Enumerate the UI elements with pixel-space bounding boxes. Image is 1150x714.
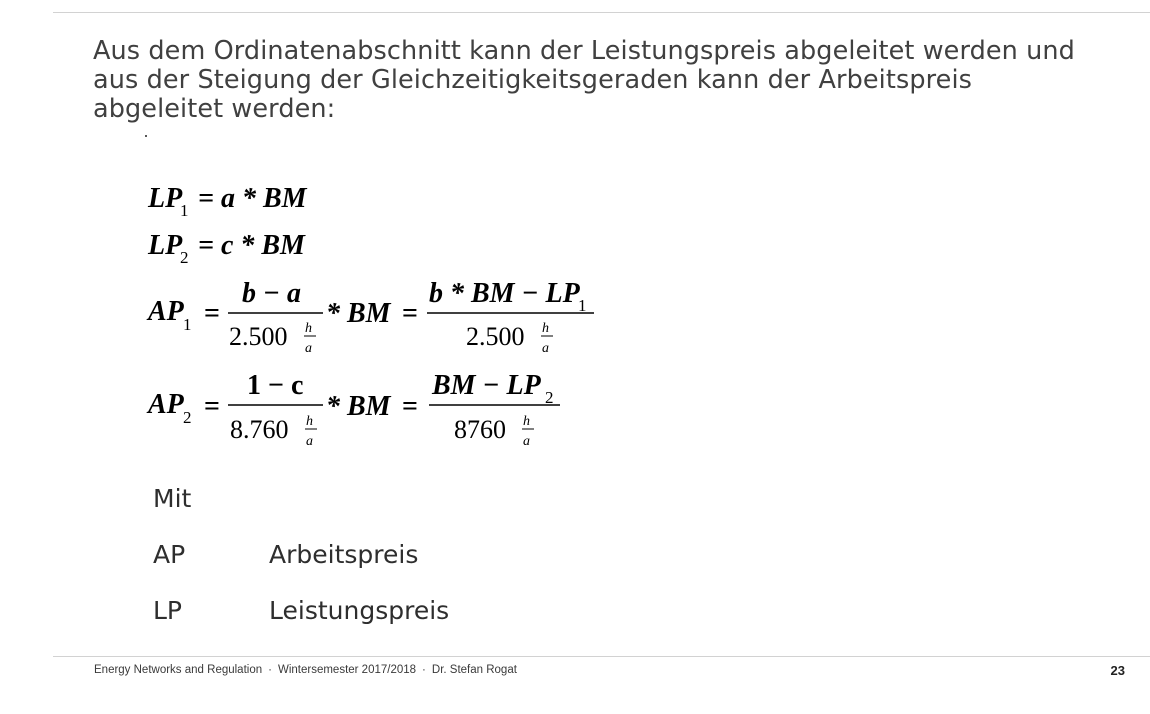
ap2-unit-h-1: h bbox=[306, 414, 313, 429]
ap2-equals-2: = bbox=[402, 391, 418, 422]
ap2-unit-a-1: a bbox=[306, 434, 313, 449]
footer-course: Energy Networks and Regulation bbox=[94, 664, 263, 676]
footer-separator: · bbox=[268, 664, 272, 676]
page-number: 23 bbox=[1110, 663, 1125, 678]
footer-separator: · bbox=[422, 664, 426, 676]
ap2-denominator-2: 8760 bbox=[454, 415, 506, 444]
ap1-numerator-1: b − a bbox=[242, 278, 301, 309]
ap1-sub: 1 bbox=[183, 315, 192, 334]
ap2-unit-a-2: a bbox=[523, 434, 530, 449]
intro-line-1: Aus dem Ordinatenabschnitt kann der Leistungspreis abgeleitet werden und bbox=[93, 36, 1075, 66]
formula-lp2 bbox=[147, 230, 306, 267]
legend-label: Leistungspreis bbox=[269, 596, 450, 625]
ap1-unit-a-1: a bbox=[305, 341, 312, 356]
formula-block bbox=[140, 165, 660, 465]
ap1-unit-a-2: a bbox=[542, 341, 549, 356]
formula-lp1 bbox=[147, 183, 308, 220]
footer-author: Dr. Stefan Rogat bbox=[431, 664, 517, 676]
lp1-rhs: = a * BM bbox=[198, 183, 307, 214]
lp1-sub: 1 bbox=[180, 201, 189, 220]
ap1-numerator-2: b * BM − LP bbox=[429, 278, 580, 309]
ap1-equals-2: = bbox=[402, 298, 418, 329]
legend-heading: Mit bbox=[153, 484, 192, 513]
intro-text bbox=[93, 37, 1093, 124]
ap2-numerator-2-sub: 2 bbox=[545, 388, 554, 407]
ap2-sub: 2 bbox=[183, 408, 192, 427]
footer-semester: Wintersemester 2017/2018 bbox=[277, 664, 417, 676]
footer bbox=[94, 664, 517, 676]
ap2-denominator-1: 8.760 bbox=[230, 415, 289, 444]
formula-ap2 bbox=[146, 370, 560, 449]
lp1-name: LP bbox=[148, 183, 183, 214]
ap1-unit-h-2: h bbox=[542, 321, 549, 336]
ap2-name: AP bbox=[148, 389, 184, 420]
legend-label: Arbeitspreis bbox=[269, 540, 419, 569]
legend-abbr: AP bbox=[153, 540, 186, 569]
bullet-dot bbox=[145, 135, 147, 137]
ap1-unit-h-1: h bbox=[305, 321, 312, 336]
ap2-equals-1: = bbox=[204, 391, 220, 422]
ap1-numerator-2-sub: 1 bbox=[578, 296, 587, 315]
legend-abbr: LP bbox=[153, 596, 183, 625]
ap2-numerator-1: 1 − c bbox=[247, 370, 304, 401]
ap2-numerator-2: BM − LP bbox=[432, 370, 541, 401]
intro-line-2: aus der Steigung der Gleichzeitigkeitsgeraden kann der Arbeitspreis bbox=[93, 65, 973, 95]
lp2-sub: 2 bbox=[180, 248, 189, 267]
ap2-unit-h-2: h bbox=[523, 414, 530, 429]
intro-line-3: abgeleitet werden: bbox=[93, 94, 336, 124]
ap1-name: AP bbox=[148, 296, 184, 327]
formula-ap1 bbox=[146, 278, 594, 356]
lp2-name: LP bbox=[148, 230, 183, 261]
ap2-multiplier: * BM bbox=[326, 391, 391, 422]
ap1-equals-1: = bbox=[204, 298, 220, 329]
ap1-denominator-1: 2.500 bbox=[229, 322, 288, 351]
top-divider bbox=[53, 12, 1150, 13]
ap1-multiplier: * BM bbox=[326, 298, 391, 329]
footer-divider bbox=[53, 656, 1150, 657]
ap1-denominator-2: 2.500 bbox=[466, 322, 525, 351]
lp2-rhs: = c * BM bbox=[198, 230, 305, 261]
